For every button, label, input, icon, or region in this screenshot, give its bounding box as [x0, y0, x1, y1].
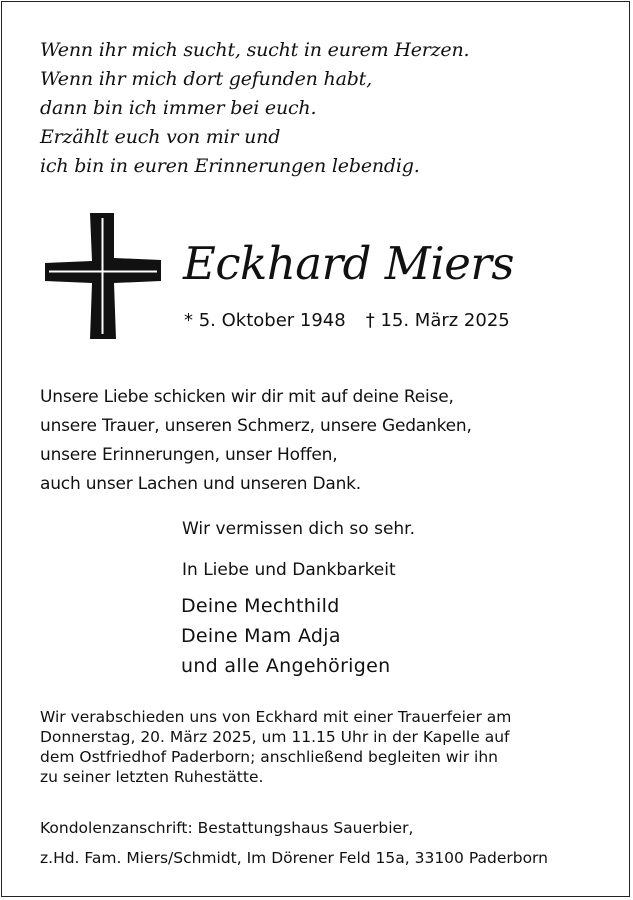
miss-you-line: Wir vermissen dich so sehr. [182, 519, 416, 539]
cross-icon [44, 212, 162, 340]
signatories [181, 591, 390, 681]
poem-line: Erzählt euch von mir und [40, 126, 281, 148]
signatory: Deine Mam Adja [181, 625, 341, 647]
condolence-line: z.Hd. Fam. Miers/Schmidt, Im Dörener Feld 15a, 33100 Paderborn [40, 849, 548, 867]
deceased-name: Eckhard Miers [183, 237, 514, 290]
signatory: und alle Angehörigen [181, 655, 391, 677]
poem-line: dann bin ich immer bei euch. [40, 97, 317, 119]
condolence-line: Kondolenzanschrift: Bestattungshaus Sauerbier, [40, 819, 414, 837]
funeral-info [40, 707, 511, 787]
message-line: auch unser Lachen und unseren Dank. [40, 474, 362, 494]
funeral-line: Donnerstag, 20. März 2025, um 11.15 Uhr in der Kapelle auf [40, 728, 510, 746]
message-line: unsere Trauer, unseren Schmerz, unsere Gedanken, [40, 416, 472, 436]
farewell-message [40, 383, 472, 499]
poem [40, 36, 469, 181]
funeral-line: dem Ostfriedhof Paderborn; anschließend begleiten wir ihn [40, 748, 498, 766]
message-line: Unsere Liebe schicken wir dir mit auf deine Reise, [40, 387, 454, 407]
message-line: unsere Erinnerungen, unser Hoffen, [40, 445, 338, 465]
birth-date: * 5. Oktober 1948 [184, 310, 346, 331]
closing-line: In Liebe und Dankbarkeit [182, 560, 396, 580]
poem-line: Wenn ihr mich sucht, sucht in eurem Herzen. [40, 39, 470, 61]
poem-line: ich bin in euren Erinnerungen lebendig. [40, 155, 420, 177]
condolence-address [40, 813, 548, 873]
funeral-line: Wir verabschieden uns von Eckhard mit einer Trauerfeier am [40, 708, 512, 726]
signatory: Deine Mechthild [181, 595, 340, 617]
poem-line: Wenn ihr mich dort gefunden habt, [40, 68, 372, 90]
life-dates [184, 308, 510, 334]
funeral-line: zu seiner letzten Ruhestätte. [40, 768, 264, 786]
death-date: † 15. März 2025 [365, 310, 510, 331]
